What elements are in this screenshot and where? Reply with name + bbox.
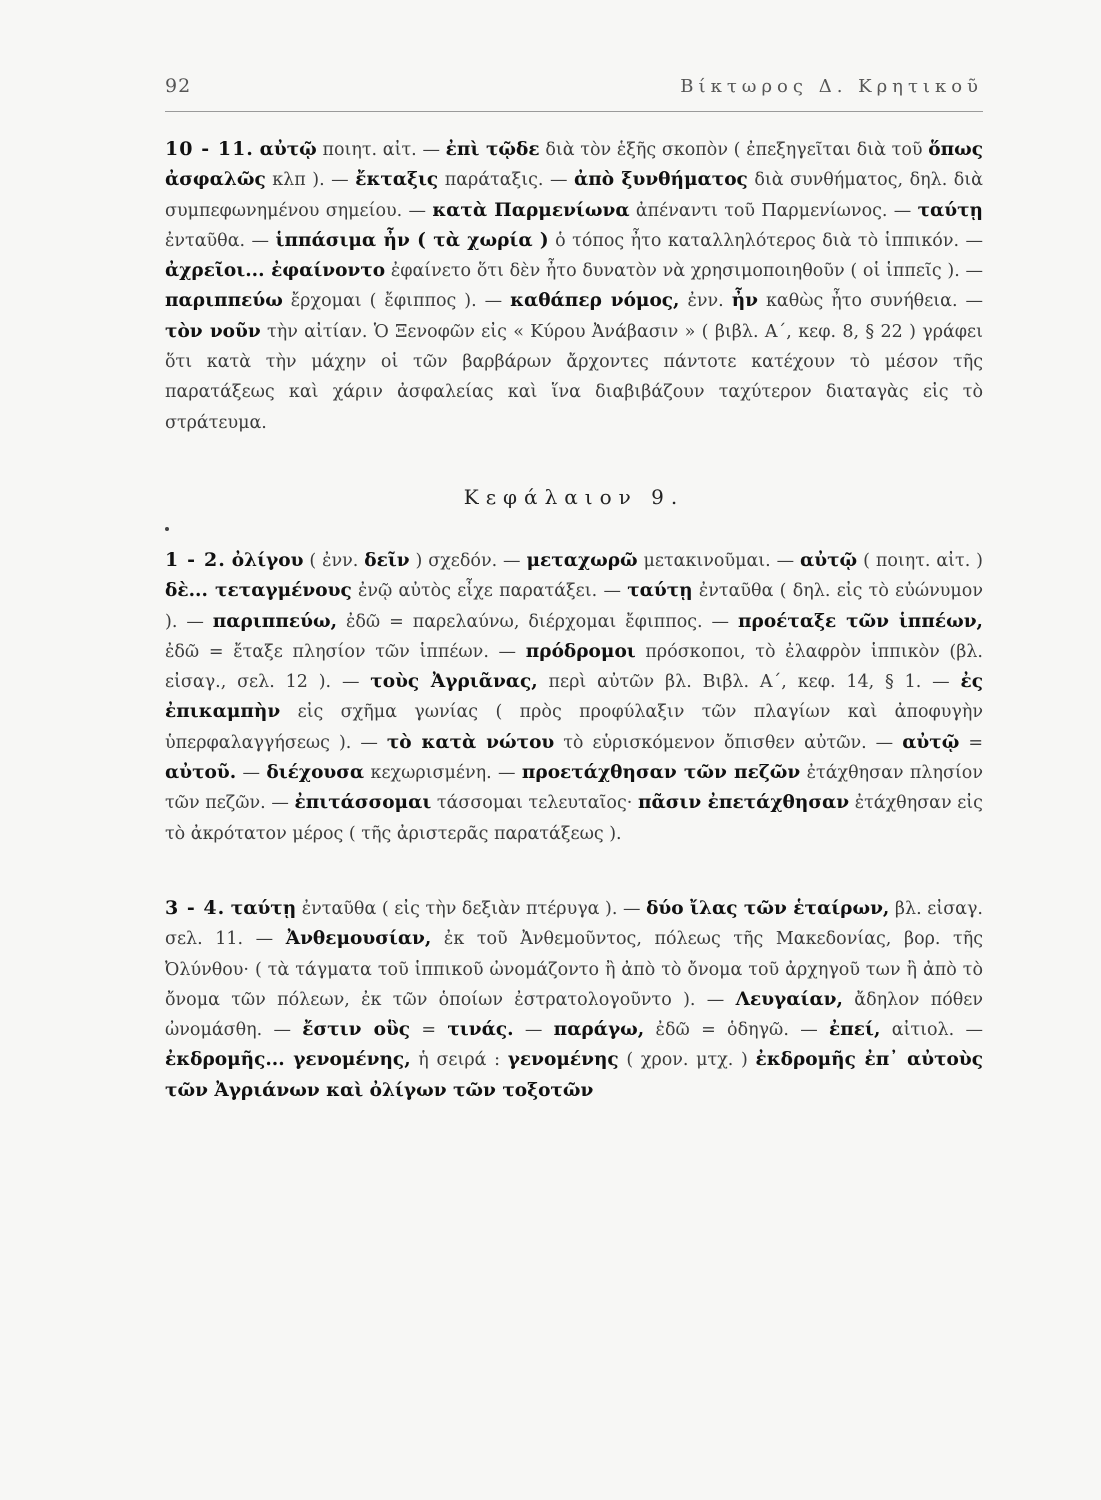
- running-head: [165, 75, 983, 97]
- gloss-text: ἡ σειρά :: [410, 1050, 508, 1071]
- gloss-text: ποιητ. αἰτ. —: [316, 140, 446, 160]
- gloss-text: περὶ αὐτῶν βλ. Βιβλ. Α΄, κεφ. 14, § 1. —: [537, 672, 961, 693]
- commentary-paragraph-3-4: [165, 893, 983, 1106]
- section-number: 3 - 4.: [165, 896, 226, 919]
- lemma: αὐτῷ: [800, 549, 858, 571]
- gloss-text: ἐφαίνετο ὅτι δὲν ἦτο δυνατὸν νὰ χρησιμοποιηθοῦν ( οἱ ἱππεῖς ). —: [385, 261, 983, 282]
- lemma: Λευγαίαν,: [735, 988, 843, 1010]
- page-number: 92: [165, 75, 192, 97]
- gloss-text: ἐνταῦθα ( δηλ. εἰς τὸ εὐώνυμον ). —: [165, 581, 983, 632]
- lemma: κατὰ Παρμενίωνα: [432, 199, 630, 221]
- lemma: ἐκδρομῆς... γενομένης,: [165, 1049, 411, 1071]
- book-page: [165, 75, 983, 1106]
- header-rule: [165, 111, 983, 112]
- lemma: καθάπερ νόμος,: [510, 290, 680, 312]
- lemma: μεταχωρῶ: [526, 549, 638, 571]
- lemma: ἱππάσιμα ἦν ( τὰ χωρία ): [275, 229, 549, 251]
- gloss-text: ἐτάχθησαν εἰς τὸ ἀκρότατον μέρος ( τῆς ἀριστερᾶς παρατάξεως ).: [165, 793, 983, 844]
- lemma: τὸν νοῦν: [165, 320, 261, 342]
- lemma: αὐτῷ: [902, 731, 960, 753]
- gloss-text: ἐνν.: [679, 291, 732, 312]
- chapter-heading: Κεφάλαιον 9.: [463, 484, 685, 509]
- lemma: ἐπὶ τῷδε: [445, 139, 540, 160]
- gloss-text: ( ἐνν.: [303, 550, 365, 571]
- gloss-text: αἰτιολ. —: [880, 1020, 983, 1041]
- gloss-text: =: [959, 732, 983, 753]
- lemma: ταύτῃ: [917, 199, 983, 221]
- gloss-text: πρόσκοποι, τὸ ἐλαφρὸν ἱππικὸν (βλ. εἰσαγ., σελ. 12 ). —: [165, 641, 983, 693]
- lemma: ἐς ἐπικαμπὴν: [165, 671, 983, 723]
- gloss-text: ἐδῶ = παρελαύνω, διέρχομαι ἔφιππος. —: [337, 611, 738, 632]
- commentary-paragraph-10-11: [165, 134, 983, 438]
- lemma: παριππεύω,: [212, 610, 338, 632]
- gloss-text: —: [513, 1020, 554, 1041]
- gloss-text: ἐδῶ = ἔταξε πλησίον τῶν ἱππέων. —: [165, 641, 526, 662]
- lemma: πρόδρομοι: [525, 640, 636, 662]
- gloss-text: ἐκ τοῦ Ἀνθεμοῦντος, πόλεως τῆς Μακεδονίας, βορ. τῆς Ὀλύνθου· ( τὰ τάγματα τοῦ ἱππικοῦ ὠνομάζοντο ἢ ἀπὸ τὸ ὄνομα τοῦ ἀρχηγοῦ των ἢ ἀπὸ τὸ ὄνομα τῶν πόλεων, ἐκ τῶν ὁποίων ἐστρατολογοῦντο ). —: [165, 929, 983, 1010]
- gloss-text: ἐνταῦθα ( εἰς τὴν δεξιὰν πτέρυγα ). —: [296, 898, 647, 919]
- lemma: παριππεύω: [165, 290, 283, 312]
- gloss-text: ( ποιητ. αἰτ. ): [857, 550, 984, 571]
- section-number: 1 - 2.: [165, 548, 226, 571]
- lemma: ἐπιτάσσομαι: [294, 792, 432, 814]
- gloss-text: ὁ τόπος ἦτο καταλληλότερος διὰ τὸ ἱππικόν. —: [548, 230, 983, 251]
- lemma: ἀπὸ ξυνθήματος: [574, 169, 748, 191]
- lemma: δύο ἴλας τῶν ἑταίρων,: [646, 897, 890, 919]
- lemma: Ἀνθεμουσίαν,: [285, 928, 432, 950]
- lemma: ἐκδρομῆς ἐπ᾽ αὐτοὺς τῶν Ἀγριάνων καὶ ὀλίγων τῶν τοξοτῶν: [165, 1049, 983, 1101]
- gloss-text: ἐνταῦθα. —: [165, 230, 276, 251]
- lemma: προετάχθησαν τῶν πεζῶν: [521, 762, 801, 784]
- margin-dot: [165, 527, 169, 531]
- commentary-paragraph-1-2: [165, 545, 983, 849]
- lemma: τὸ κατὰ νώτου: [386, 731, 555, 753]
- lemma: αὐτῷ: [259, 139, 317, 160]
- lemma: παράγω,: [553, 1019, 645, 1041]
- gloss-text: ἀπέναντι τοῦ Παρμενίωνος. —: [629, 200, 918, 221]
- lemma: ἔκταξις: [355, 169, 439, 191]
- gloss-text: εἰς σχῆμα γωνίας ( πρὸς προφύλαξιν τῶν πλαγίων καὶ ἀποφυγὴν ὑπερφαλαγγήσεως ). —: [165, 702, 983, 753]
- gloss-text: ἔρχομαι ( ἔφιππος ). —: [282, 291, 511, 312]
- running-title: Βίκτωρος Δ. Κρητικοῦ: [680, 76, 983, 97]
- gloss-text: παράταξις. —: [438, 170, 575, 191]
- gloss-text: μετακινοῦμαι. —: [637, 550, 801, 571]
- gloss-text: ἐδῶ = ὁδηγῶ. —: [644, 1020, 830, 1041]
- gloss-text: ( χρον. μτχ. ): [618, 1050, 756, 1071]
- lemma: ὅπως ἀσφαλῶς: [165, 139, 983, 191]
- lemma: ταύτῃ: [627, 580, 693, 602]
- gloss-text: —: [236, 763, 267, 784]
- gloss-text: =: [410, 1020, 448, 1041]
- lemma: προέταξε τῶν ἱππέων,: [737, 610, 983, 632]
- gloss-text: ) σχεδόν. —: [409, 550, 527, 571]
- section-number: 10 - 11.: [165, 138, 254, 160]
- lemma: δεῖν: [364, 549, 410, 571]
- lemma: γενομένης: [507, 1049, 619, 1071]
- lemma: ἀχρεῖοι... ἐφαίνοντο: [165, 260, 386, 282]
- lemma: ἐπεί,: [829, 1019, 881, 1041]
- gloss-text: τὴν αἰτίαν. Ὁ Ξενοφῶν εἰς « Κύρου Ἀνάβασιν » ( βιβλ. Α΄, κεφ. 8, § 22 ) γράφει ὅτι κατὰ τὴν μάχην οἱ τῶν βαρβάρων ἄρχοντες πάντοτε κατέχουν τὸ μέσον τῆς παρατάξεως καὶ χάριν ἀσφαλείας καὶ ἵνα διαβιβάζουν ταχύτερον διαταγὰς εἰς τὸ στράτευμα.: [165, 321, 983, 433]
- gloss-text: τὸ εὑρισκόμενον ὄπισθεν αὐτῶν. —: [554, 732, 903, 753]
- gloss-text: ἐτάχθησαν πλησίον τῶν πεζῶν. —: [165, 763, 983, 814]
- lemma: αὐτοῦ.: [165, 762, 237, 784]
- lemma: διέχουσα: [266, 762, 365, 784]
- lemma: τινάς.: [447, 1019, 514, 1041]
- lemma: ταύτῃ: [230, 897, 297, 919]
- gloss-text: κεχωρισμένη. —: [364, 763, 522, 784]
- lemma: τοὺς Ἀγριᾶνας,: [370, 671, 538, 693]
- lemma: ἦν: [731, 290, 758, 312]
- gloss-text: ἄδηλον πόθεν ὠνομάσθη. —: [165, 989, 983, 1041]
- gloss-text: ἐνῷ αὐτὸς εἶχε παρατάξει. —: [351, 581, 628, 602]
- gloss-text: τάσσομαι τελευταῖος·: [431, 793, 638, 814]
- lemma: ὀλίγου: [231, 549, 304, 571]
- lemma: ἔστιν οὓς: [302, 1019, 411, 1041]
- gloss-text: διὰ τὸν ἑξῆς σκοπὸν ( ἐπεξηγεῖται διὰ τοῦ: [539, 140, 929, 160]
- lemma: πᾶσιν ἐπετάχθησαν: [637, 792, 850, 814]
- gloss-text: κλπ ). —: [265, 170, 356, 191]
- lemma: δὲ... τεταγμένους: [165, 580, 352, 602]
- gloss-text: καθὼς ἦτο συνήθεια. —: [757, 291, 983, 312]
- gloss-text: διὰ συνθήματος, δηλ. διὰ συμπεφωνημένου σημείου. —: [165, 170, 983, 221]
- gloss-text: βλ. εἰσαγ. σελ. 11. —: [165, 898, 983, 950]
